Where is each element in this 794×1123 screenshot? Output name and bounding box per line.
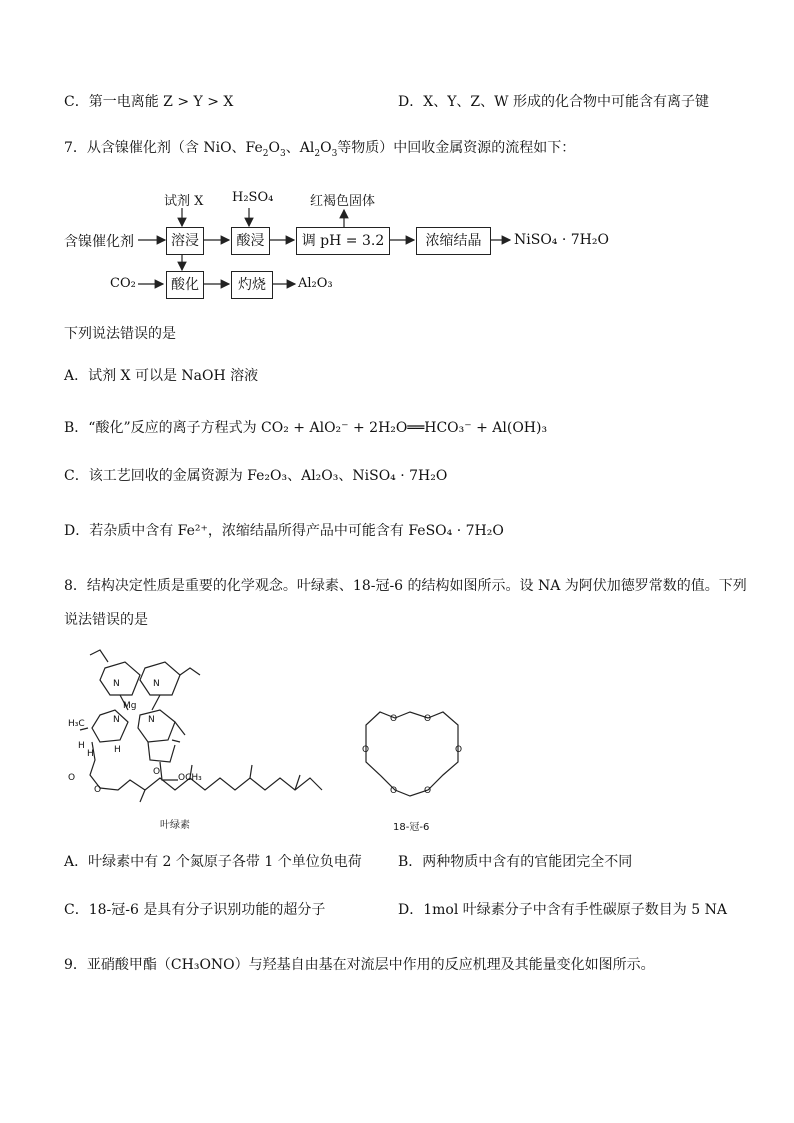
flow-product: NiSO₄ · 7H₂O bbox=[514, 232, 609, 248]
flow-h2so4: H₂SO₄ bbox=[232, 190, 274, 205]
chlorophyll-atoms bbox=[68, 679, 202, 795]
q6-option-d: D．X、Y、Z、W 形成的化合物中可能含有离子键 bbox=[398, 94, 709, 110]
atom-n-4: N bbox=[148, 715, 155, 725]
q7-ask: 下列说法错误的是 bbox=[64, 326, 176, 342]
q7-option-a: A．试剂 X 可以是 NaOH 溶液 bbox=[64, 368, 259, 384]
atom-o-3: O bbox=[153, 767, 161, 777]
atom-o-1: O bbox=[68, 773, 76, 783]
crown-o-5: O bbox=[390, 786, 398, 796]
flow-reagent-x: 试剂 X bbox=[164, 194, 204, 209]
flow-box-adjust-ph: 调 pH = 3.2 bbox=[296, 227, 390, 255]
q7-option-b: B．“酸化”反应的离子方程式为 CO₂ + AlO₂⁻ + 2H₂O══HCO₃⁻ + Al(OH)₃ bbox=[64, 420, 548, 436]
flow-box-dissolve: 溶浸 bbox=[166, 227, 204, 255]
flow-box-burn: 灼烧 bbox=[231, 271, 273, 299]
q7-stem: 7．从含镍催化剂（含 NiO、$Fe_2O_3$、$Al_2O_3$等物质）中回收金属资源的流程如下： bbox=[64, 140, 576, 159]
q8-option-a: A．叶绿素中有 2 个氮原子各带 1 个单位负电荷 bbox=[64, 854, 362, 870]
crown-o-3: O bbox=[455, 745, 463, 755]
crown-caption: 18-冠-6 bbox=[393, 822, 430, 833]
atom-n-2: N bbox=[153, 679, 160, 689]
atom-h-1: H bbox=[78, 741, 85, 751]
flow-start: 含镍催化剂 bbox=[64, 234, 134, 250]
crown-ether-ring bbox=[366, 712, 458, 796]
crown-o-6: O bbox=[362, 745, 370, 755]
flow-box-acidify: 酸化 bbox=[166, 271, 204, 299]
q7-option-c: C．该工艺回收的金属资源为 Fe₂O₃、Al₂O₃、NiSO₄ · 7H₂O bbox=[64, 468, 448, 484]
crown-o-4: O bbox=[424, 786, 432, 796]
q8-stem-line2: 说法错误的是 bbox=[64, 612, 148, 628]
crown-o-1: O bbox=[390, 714, 398, 724]
q9-stem: 9．亚硝酸甲酯（CH₃ONO）与羟基自由基在对流层中作用的反应机理及其能量变化如图所示。 bbox=[64, 957, 655, 973]
flow-red-solid: 红褐色固体 bbox=[310, 194, 376, 209]
flow-al2o3: Al₂O₃ bbox=[298, 276, 333, 291]
crown-o-2: O bbox=[424, 714, 432, 724]
q6-option-c: C．第一电离能 Z > Y > X bbox=[64, 94, 234, 110]
q8-option-c: C．18-冠-6 是具有分子识别功能的超分子 bbox=[64, 902, 326, 918]
q8-option-b: B．两种物质中含有的官能团完全不同 bbox=[398, 854, 633, 870]
atom-och3: OCH₃ bbox=[178, 773, 202, 783]
crown-ether-oxygens bbox=[362, 714, 462, 796]
q8-stem-line1: 8．结构决定性质是重要的化学观念。叶绿素、18-冠-6 的结构如图所示。设 NA 为阿伏加德罗常数的值。下列 bbox=[64, 578, 747, 594]
atom-n-1: N bbox=[113, 679, 120, 689]
atom-o-2: O bbox=[94, 785, 102, 795]
flow-box-acid-leach: 酸浸 bbox=[231, 227, 270, 255]
flow-co2: CO₂ bbox=[110, 276, 136, 291]
atom-h-2: H bbox=[87, 749, 94, 759]
atom-n-3: N bbox=[113, 715, 120, 725]
atom-h-3: H bbox=[114, 745, 121, 755]
q8-option-d: D．1mol 叶绿素分子中含有手性碳原子数目为 5 NA bbox=[398, 902, 727, 918]
chlorophyll-caption: 叶绿素 bbox=[160, 820, 190, 831]
flow-box-crystallize: 浓缩结晶 bbox=[416, 227, 491, 255]
atom-h3c: H₃C bbox=[68, 719, 85, 729]
atom-mg: Mg bbox=[123, 701, 137, 711]
q7-option-d: D．若杂质中含有 Fe²⁺，浓缩结晶所得产品中可能含有 FeSO₄ · 7H₂O bbox=[64, 523, 504, 539]
